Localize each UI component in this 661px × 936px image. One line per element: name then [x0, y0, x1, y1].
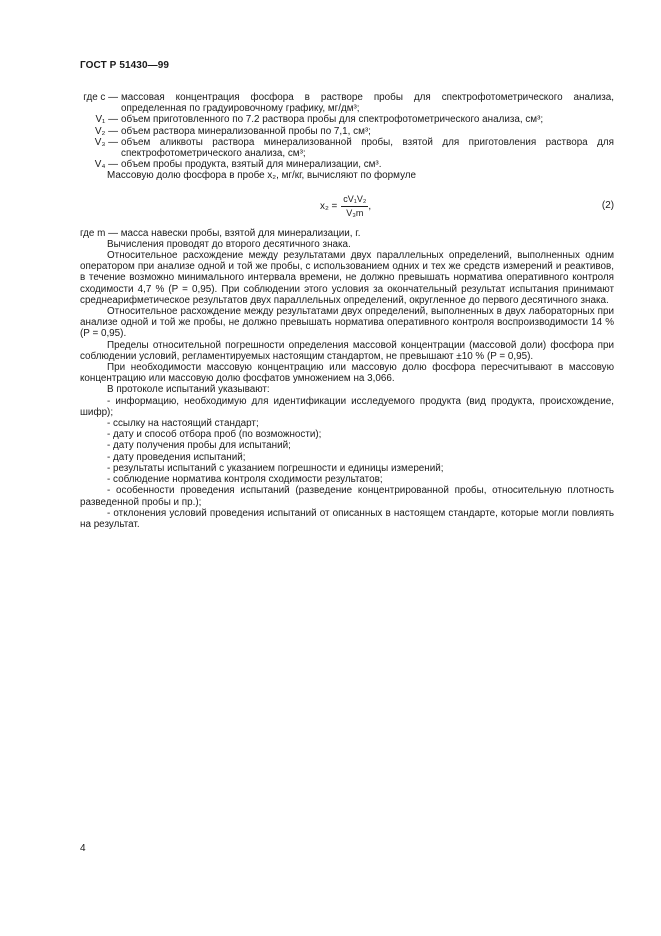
formula-numerator: cV₁V₂ — [341, 194, 368, 207]
paragraph: При необходимости массовую концентрацию или массовую долю фосфора пересчитывают в массовую концентрацию или массовую долю фосфатов умножением на 3,066. — [80, 362, 614, 385]
definition-text: объем раствора минерализованной пробы по 7,1, см³; — [121, 125, 371, 137]
definition-m: где m — масса навески пробы, взятой для минерализации, г. — [80, 227, 361, 239]
definition-label: V₄ — — [94, 159, 118, 171]
formula-denominator: V₃m — [346, 207, 364, 218]
list-item: - дату и способ отбора проб (по возможности); — [107, 429, 322, 441]
variable-definitions — [80, 92, 614, 170]
paragraph: Вычисления проводят до второго десятичного знака. — [107, 238, 351, 250]
document-body — [80, 92, 614, 530]
definition-v4 — [80, 159, 614, 170]
list-item: - информацию, необходимую для идентификации исследуемого продукта (вид продукта, происхождение, шифр); — [80, 395, 614, 418]
definition-text: массовая концентрация фосфора в растворе пробы для спектрофотометрического анализа, определенная по градуировочному графику, мг/дм³; — [121, 92, 614, 115]
definition-v3 — [80, 137, 614, 159]
paragraph: Относительное расхождение между результатами двух параллельных определений, выполненных одним оператором при анализе одной и той же пробы, с использованием одних и тех же средств измерений и реактивов, в течение возможно минимального интервала времени, не должно превышать норматива оперативного контроля сходимости 4,7 % (P = 0,95). При соблюдении этого условия за окончательный результат испытания принимают среднеарифметическое результатов двух параллельных определений, округленное до первого десятичного знака. — [80, 250, 614, 306]
formula-lhs: x₂ = — [320, 200, 338, 212]
formula-fraction — [341, 194, 368, 219]
list-item: - соблюдение норматива контроля сходимости результатов; — [107, 474, 383, 486]
list-item: - ссылку на настоящий стандарт; — [107, 418, 259, 430]
definition-text: объем аликвоты раствора минерализованной пробы, взятой для приготовления раствора для спектрофотометрического анализа, см³; — [121, 136, 614, 160]
list-item: - отклонения условий проведения испытаний от описанных в настоящем стандарте, которые могли повлиять на результат. — [80, 507, 614, 530]
formula-number: (2) — [601, 199, 614, 211]
definition-label: V₁ — — [95, 114, 118, 126]
list-item: - дату получения пробы для испытаний; — [107, 440, 291, 452]
definition-label: где c — — [83, 92, 118, 103]
definition-text: объем приготовленного по 7.2 раствора пробы для спектрофотометрического анализа, см³; — [121, 114, 544, 126]
definition-c — [80, 92, 614, 114]
paragraph: В протоколе испытаний указывают: — [107, 384, 270, 396]
formula-intro: Массовую долю фосфора в пробе x₂, мг/кг, вычисляют по формуле — [107, 170, 417, 182]
formula-block — [80, 188, 614, 224]
formula-tail: , — [368, 200, 372, 212]
list-item: - дату проведения испытаний; — [107, 451, 246, 463]
document-header: ГОСТ Р 51430—99 — [80, 60, 170, 71]
definition-text: объем пробы продукта, взятый для минерализации, см³. — [121, 159, 382, 171]
list-item: - результаты испытаний с указанием погрешности и единицы измерений; — [107, 462, 444, 474]
page-number: 4 — [80, 843, 86, 854]
definition-label: V₂ — — [94, 125, 118, 137]
definition-v1 — [80, 114, 614, 125]
definition-label: V₃ — — [94, 136, 118, 148]
formula-expression — [320, 194, 371, 219]
protocol-list — [80, 396, 614, 530]
definition-v2 — [80, 126, 614, 137]
list-item: - особенности проведения испытаний (разведение концентрированной пробы, относительную плотность разведенной пробы и пр.); — [80, 485, 614, 508]
paragraph: Относительное расхождение между результатами двух определений, выполненных в двух лабораторных при анализе одной и той же пробы, не должно превышать норматива оперативного контроля воспроизводимости 14 % (P = 0,95). — [80, 306, 614, 340]
paragraph: Пределы относительной погрешности определения массовой концентрации (массовой доли) фосфора при соблюдении условий, регламентируемых настоящим стандартом, не превышают ±10 % (P = 0,95). — [80, 339, 614, 362]
